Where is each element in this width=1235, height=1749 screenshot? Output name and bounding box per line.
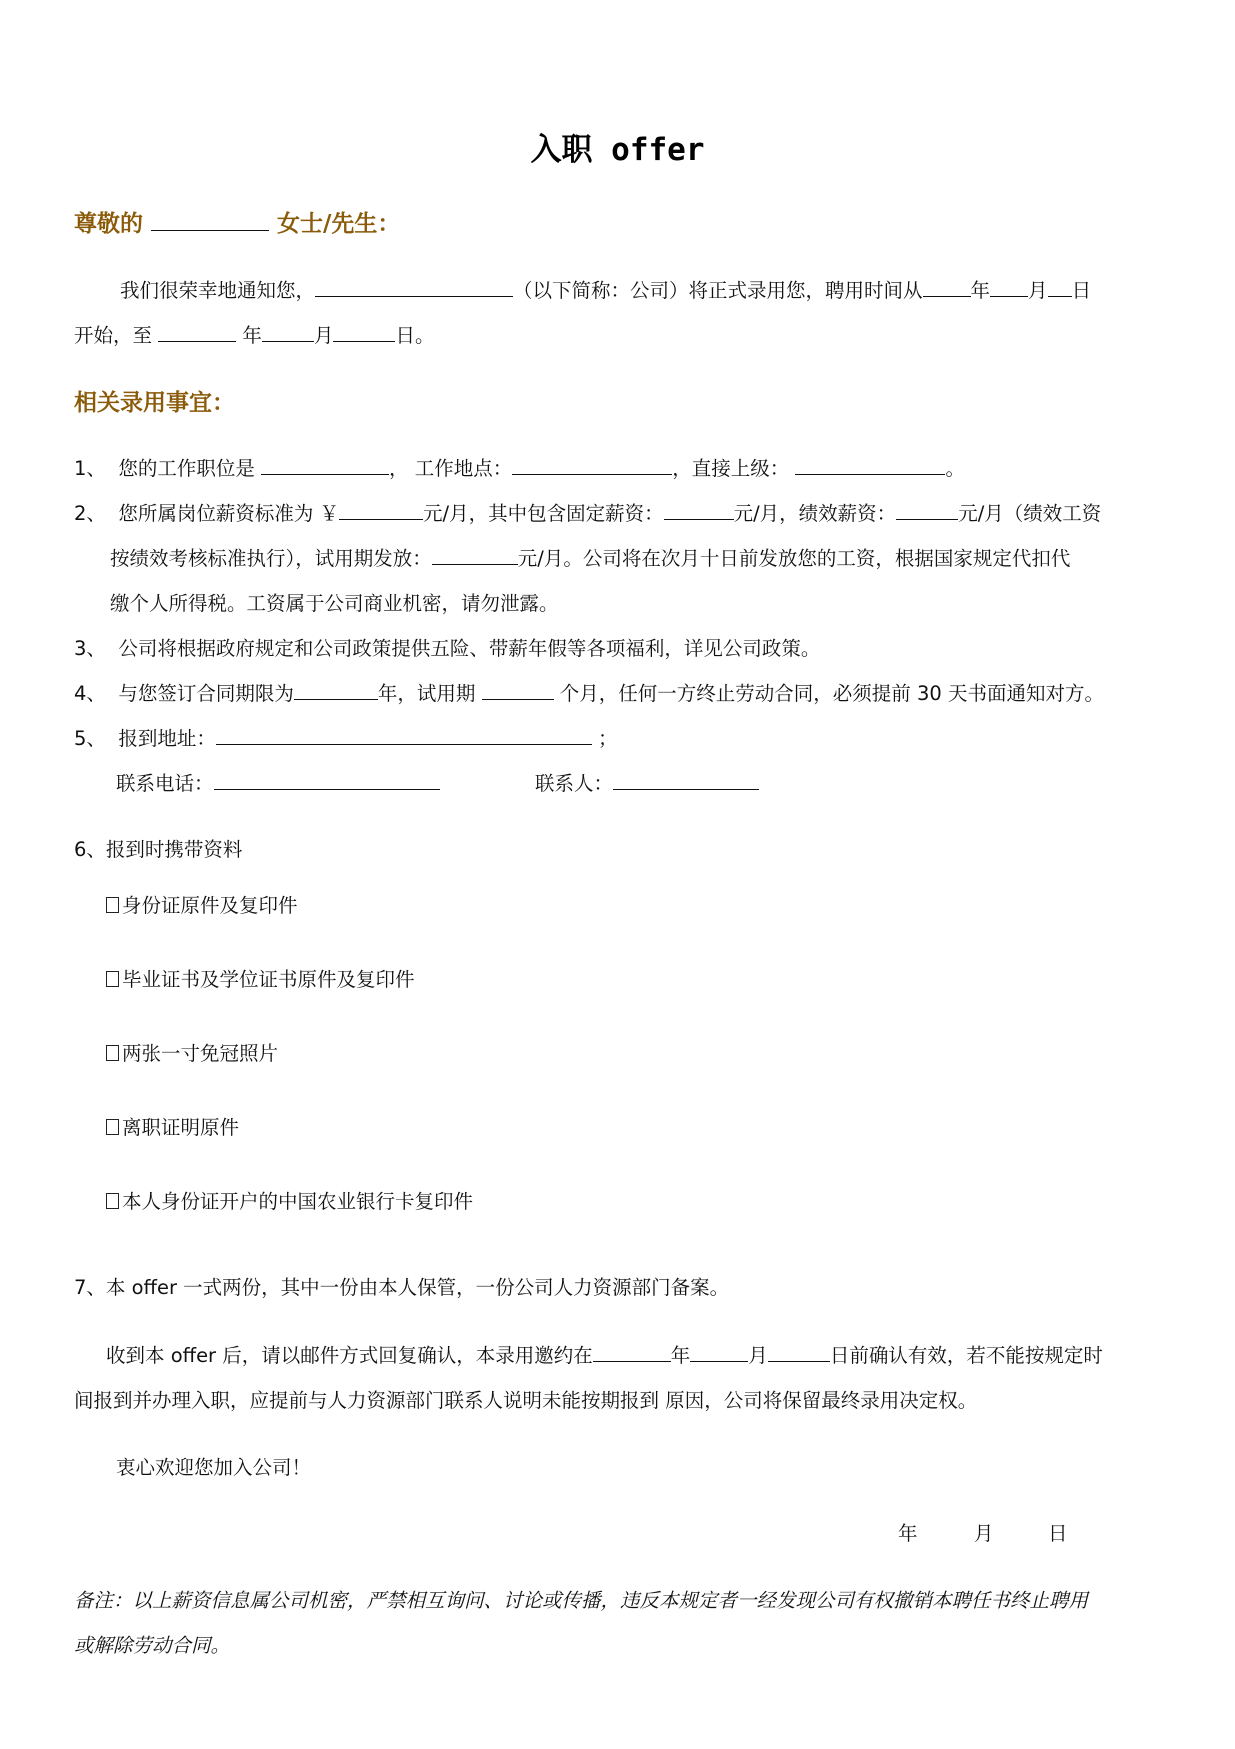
intro-text: 开始，至 — [74, 324, 153, 347]
company-blank[interactable] — [315, 295, 513, 297]
end-day-blank[interactable] — [333, 340, 395, 342]
item-text: 您所属岗位薪资标准为 ￥ — [118, 502, 340, 525]
checklist-item[interactable] — [106, 1186, 473, 1214]
checklist-label: 身份证原件及复印件 — [122, 894, 298, 917]
contract-years-blank[interactable] — [294, 698, 378, 700]
list-item-2-line-3: 缴个人所得税。工资属于公司商业机密，请勿泄露。 — [110, 592, 559, 615]
page-title: 入职 offer — [530, 132, 705, 168]
confirm-text: 收到本 offer 后，请以邮件方式回复确认，本录用邀约在 — [106, 1344, 593, 1367]
confirm-year-blank[interactable] — [593, 1360, 671, 1362]
sign-day-label: 日 — [1048, 1522, 1068, 1545]
phone-blank[interactable] — [214, 788, 440, 790]
item-text: ； — [598, 727, 618, 750]
item-number: 1、 — [74, 457, 106, 480]
section-title: 相关录用事宜： — [74, 390, 235, 416]
item-number: 2、 — [74, 502, 106, 525]
checklist-item[interactable] — [106, 964, 415, 992]
greeting — [74, 205, 400, 238]
probation-salary-blank[interactable] — [432, 563, 518, 565]
supervisor-blank[interactable] — [795, 473, 945, 475]
fixed-salary-blank[interactable] — [664, 518, 734, 520]
list-item-1 — [74, 453, 965, 481]
item-text: 公司将根据政府规定和公司政策提供五险、带薪年假等各项福利，详见公司政策。 — [118, 637, 821, 660]
position-blank[interactable] — [261, 473, 389, 475]
item-text: 元/月，绩效薪资： — [733, 502, 897, 525]
item-text: ， 工作地点： — [389, 457, 513, 480]
item-text: 报到地址： — [118, 727, 216, 750]
item-text: 按绩效考核标准执行），试用期发放： — [110, 547, 432, 570]
name-blank[interactable] — [151, 229, 269, 231]
checklist-label: 本人身份证开户的中国农业银行卡复印件 — [122, 1190, 474, 1213]
greeting-suffix: 女士/先生： — [277, 211, 401, 237]
contact-person-line — [535, 768, 759, 796]
start-year-blank[interactable] — [923, 295, 971, 297]
list-item-2-line-2 — [110, 543, 1070, 571]
contact-label: 联系人： — [535, 772, 614, 795]
day-label: 日。 — [395, 324, 435, 347]
checkbox-icon[interactable] — [106, 1119, 119, 1135]
item-number: 5、 — [74, 727, 106, 750]
checklist-label: 离职证明原件 — [122, 1116, 240, 1139]
intro-line-2 — [74, 320, 434, 348]
item-number: 4、 — [74, 682, 106, 705]
sign-year-label: 年 — [898, 1522, 918, 1545]
item-text: 。 — [945, 457, 965, 480]
item-text: 与您签订合同期限为 — [118, 682, 294, 705]
checklist-item[interactable] — [106, 1038, 278, 1066]
confirm-line-1 — [106, 1340, 1103, 1368]
probation-months-blank[interactable] — [482, 698, 554, 700]
checkbox-icon[interactable] — [106, 1193, 119, 1209]
intro-text: 我们很荣幸地通知您， — [120, 279, 316, 302]
year-label: 年 — [670, 1344, 691, 1367]
list-item-2 — [74, 498, 1101, 526]
end-month-blank[interactable] — [262, 340, 314, 342]
checkbox-icon[interactable] — [106, 971, 119, 987]
item-number: 3、 — [74, 637, 106, 660]
list-item-7: 7、本 offer 一式两份，其中一份由本人保管，一份公司人力资源部门备案。 — [74, 1276, 730, 1299]
location-blank[interactable] — [512, 473, 672, 475]
intro-line-1 — [120, 275, 1091, 303]
remark-line-2: 或解除劳动合同。 — [74, 1634, 231, 1657]
item-text: ，直接上级： — [672, 457, 790, 480]
list-item-3 — [74, 633, 820, 661]
checklist-label: 毕业证书及学位证书原件及复印件 — [122, 968, 415, 991]
item-text: 个月，任何一方终止劳动合同，必须提前 30 天书面通知对方。 — [559, 682, 1104, 705]
confirm-day-blank[interactable] — [768, 1360, 830, 1362]
phone-label: 联系电话： — [116, 772, 214, 795]
checklist-item[interactable] — [106, 1112, 239, 1140]
checklist-item[interactable] — [106, 890, 298, 918]
address-blank[interactable] — [216, 743, 592, 745]
month-label: 月 — [1028, 279, 1048, 302]
list-item-6-title: 6、报到时携带资料 — [74, 838, 243, 861]
contact-line — [116, 768, 440, 796]
confirm-month-blank[interactable] — [690, 1360, 748, 1362]
remark-line-1: 备注：以上薪资信息属公司机密，严禁相互询问、讨论或传播，违反本规定者一经发现公司有权撤销本聘任书终止聘用 — [74, 1589, 1089, 1612]
item-text: 您的工作职位是 — [118, 457, 255, 480]
checkbox-icon[interactable] — [106, 897, 119, 913]
welcome-text: 衷心欢迎您加入公司！ — [116, 1456, 312, 1479]
confirm-line-2: 间报到并办理入职，应提前与人力资源部门联系人说明未能按期报到 原因，公司将保留最终录用决定权。 — [74, 1389, 978, 1412]
confirm-text: 日前确认有效，若不能按规定时 — [829, 1344, 1103, 1367]
start-day-blank[interactable] — [1048, 295, 1072, 297]
start-month-blank[interactable] — [990, 295, 1028, 297]
sign-month-label: 月 — [974, 1522, 994, 1545]
item-text: 元/月。公司将在次月十日前发放您的工资，根据国家规定代扣代 — [517, 547, 1071, 570]
month-label: 月 — [313, 324, 334, 347]
checklist-label: 两张一寸免冠照片 — [122, 1042, 279, 1065]
month-label: 月 — [748, 1344, 768, 1367]
item-text: 元/月，其中包含固定薪资： — [423, 502, 664, 525]
greeting-prefix: 尊敬的 — [74, 211, 143, 237]
performance-salary-blank[interactable] — [896, 518, 958, 520]
contact-blank[interactable] — [613, 788, 759, 790]
list-item-4 — [74, 678, 1104, 706]
day-label: 日 — [1071, 279, 1092, 302]
year-label: 年 — [242, 324, 262, 347]
item-text: 元/月（绩效工资 — [958, 502, 1102, 525]
year-label: 年 — [970, 279, 991, 302]
intro-text: （以下简称：公司）将正式录用您，聘用时间从 — [513, 279, 923, 302]
item-text: 年，试用期 — [377, 682, 476, 705]
salary-standard-blank[interactable] — [339, 518, 423, 520]
end-year-blank[interactable] — [158, 340, 236, 342]
checkbox-icon[interactable] — [106, 1045, 119, 1061]
list-item-5 — [74, 723, 618, 751]
